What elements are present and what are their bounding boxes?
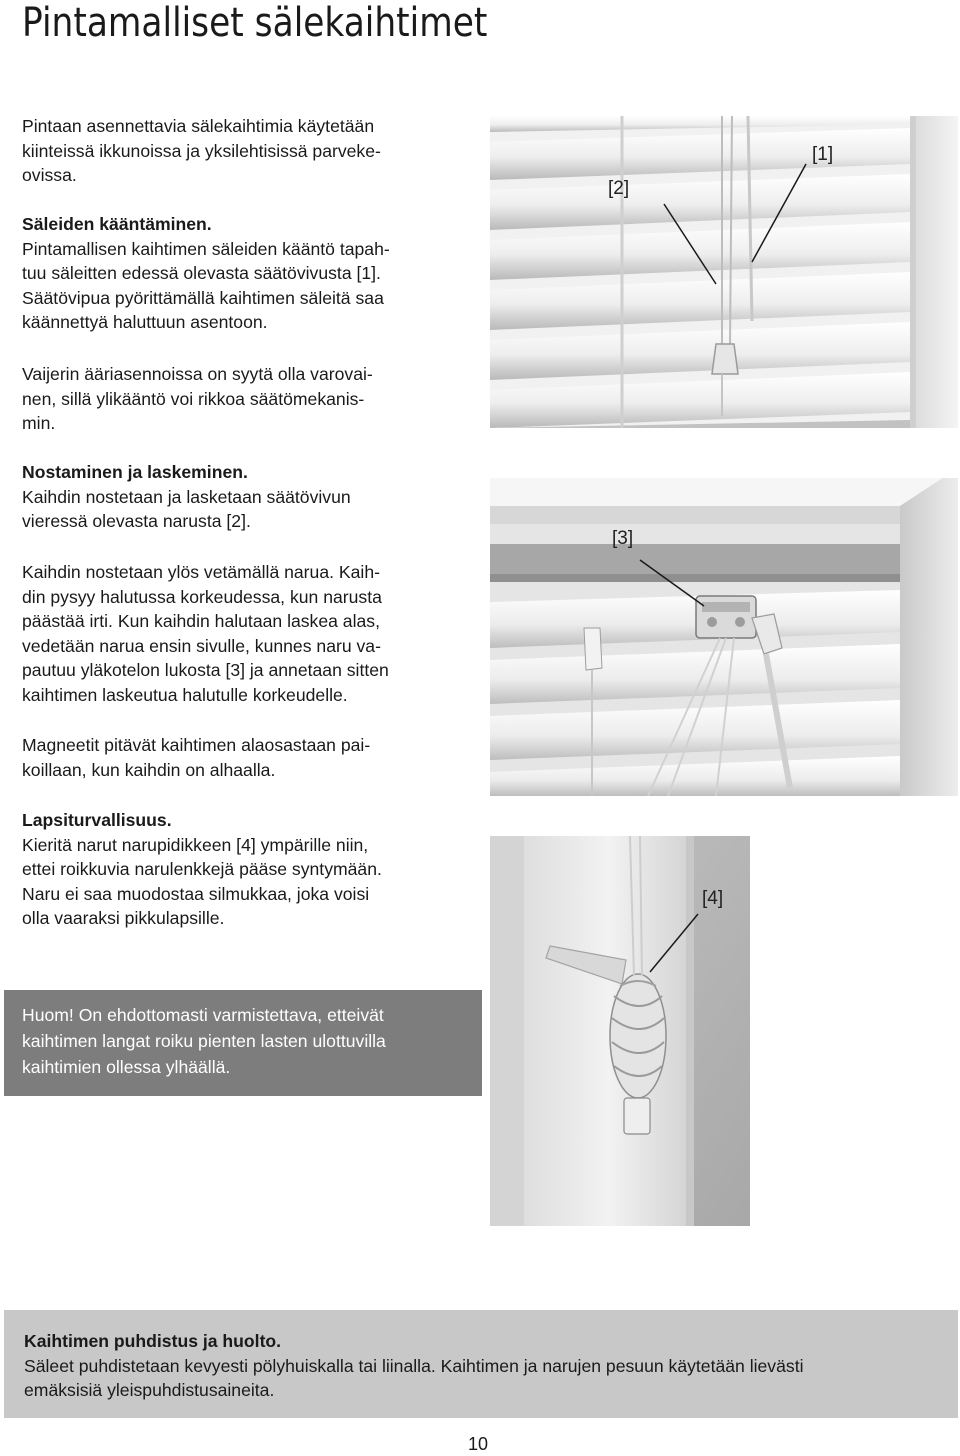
warning-line: kaihtimen langat roiku pienten lasten ulottuvilla (22, 1031, 386, 1051)
child-safety-line: olla vaaraksi pikkulapsille. (22, 908, 225, 929)
page-title: Pintamalliset sälekaihtimet (22, 0, 488, 46)
lift-detail-line: Kaihdin nostetaan ylös vetämällä narua. Kaih- (22, 562, 380, 582)
photo-headrail-lock (490, 478, 958, 796)
warning-line: kaihtimien ollessa ylhäällä. (22, 1057, 231, 1077)
tilt-line: käännettyä haluttuun asentoon. (22, 312, 268, 333)
tilt-warning-line: Vaijerin ääriasennoissa on syytä olla varovai- (22, 364, 373, 384)
callout-2: [2] (608, 178, 630, 199)
lift-detail (22, 560, 484, 708)
tilt-warning (22, 362, 484, 436)
photo-tilt-wand-image (490, 116, 958, 428)
tilt-heading: Säleiden kääntäminen. (22, 214, 212, 234)
child-safety-section (22, 808, 484, 931)
lift-detail-line: pautuu yläkotelon lukosta [3] ja annetaan sitten (22, 660, 389, 681)
care-line: Säleet puhdistetaan kevyesti pölyhuiskalla tai liinalla. Kaihtimen ja narujen pesuun käytetään lievästi (24, 1355, 804, 1376)
lift-detail-line: päästää irti. Kun kaihdin halutaan laskea alas, (22, 611, 380, 632)
warning-box (4, 990, 482, 1096)
photo-tilt-wand (490, 116, 958, 428)
callout-3: [3] (612, 528, 634, 549)
photo-headrail-lock-image (490, 478, 958, 796)
warning-line: Huom! On ehdottomasti varmistettava, etteivät (22, 1005, 384, 1025)
lift-heading: Nostaminen ja laskeminen. (22, 462, 248, 482)
callout-1: [1] (812, 144, 834, 165)
tilt-warning-line: nen, sillä ylikääntö voi rikkoa säätömekanis- (22, 388, 365, 409)
intro-text (22, 114, 484, 188)
child-safety-heading: Lapsiturvallisuus. (22, 810, 172, 830)
care-line: emäksisiä yleispuhdistusaineita. (24, 1380, 275, 1400)
photo-cord-cleat (490, 836, 750, 1226)
tilt-line: Pintamallisen kaihtimen säleiden kääntö tapah- (22, 238, 390, 259)
care-box (4, 1310, 958, 1418)
tilt-warning-line: min. (22, 413, 56, 434)
child-safety-line: Naru ei saa muodostaa silmukkaa, joka voisi (22, 883, 370, 904)
magnet-line: Magneetit pitävät kaihtimen alaosastaan pai- (22, 735, 371, 755)
tilt-line: tuu säleitten edessä olevasta säätövivusta [1]. (22, 263, 381, 284)
child-safety-line: ettei roikkuvia narulenkkejä pääse syntymään. (22, 859, 382, 880)
lift-detail-line: vedetään narua ensin sivulle, kunnes naru va- (22, 635, 381, 656)
tilt-line: Säätövipua pyörittämällä kaihtimen säleitä saa (22, 287, 384, 308)
care-heading: Kaihtimen puhdistus ja huolto. (24, 1331, 282, 1351)
lift-line: Kaihdin nostetaan ja lasketaan säätövivun (22, 486, 351, 507)
lift-line: vieressä olevasta narusta [2]. (22, 511, 251, 532)
child-safety-line: Kieritä narut narupidikkeen [4] ympärille niin, (22, 834, 369, 855)
magnet-text (22, 733, 484, 782)
magnet-line: koillaan, kun kaihdin on alhaalla. (22, 759, 276, 780)
lift-detail-line: kaihtimen laskeutua halutulle korkeudelle. (22, 684, 348, 705)
callout-4: [4] (702, 888, 724, 909)
tilt-section (22, 212, 484, 335)
lift-detail-line: din pysyy halutussa korkeudessa, kun narusta (22, 586, 382, 607)
intro-line: Pintaan asennettavia sälekaihtimia käytetään (22, 116, 375, 136)
lift-section (22, 460, 484, 534)
intro-line: kiinteissä ikkunoissa ja yksilehtisissä parveke- (22, 140, 381, 161)
intro-line: ovissa. (22, 165, 77, 186)
page-number: 10 (468, 1434, 489, 1454)
